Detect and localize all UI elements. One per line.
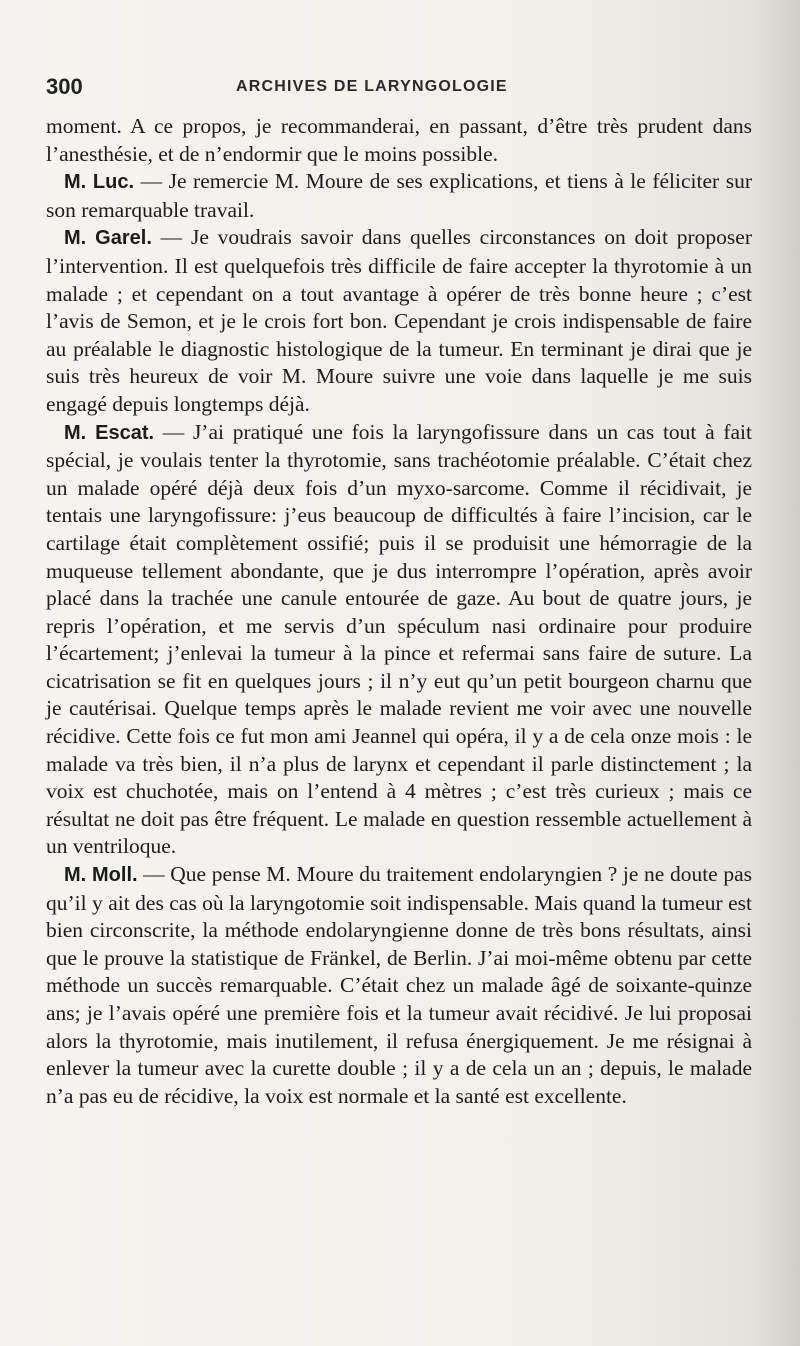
paragraph-text: — Que pense M. Moure du traitement endolaryngien ? je ne doute pas qu’il y ait des cas où la laryngotomie soit indispensable. Mais quand la tumeur est bien circonscrite, la méthode endolaryngienne donne de très bons résultats, ainsi que le prouve la statistique de Fränkel, de Berlin. J’ai moi-même obtenu par cette méthode un succès remarquable. C’était chez un malade âgé de soixante-quinze ans; je l’avais opéré une première fois et la tumeur avait récidivé. Je lui proposai alors la thyrotomie, mais inutilement, il refusa énergiquement. Je me résignai à enlever la tumeur avec la curette double ; il y a de cela un an ; depuis, le malade n’a pas eu de récidive, la voix est normale et la santé est excellente. (46, 862, 752, 1108)
speaker-name: M. Garel. (64, 227, 152, 250)
paragraph-text: — J’ai pratiqué une fois la laryngofissure dans un cas tout à fait spécial, je voulais tenter la thyrotomie, sans trachéotomie préalable. C’était chez un malade opéré déjà deux fois d’un myxo-sarcome. Comme il récidivait, je tentais une laryngofissure: j’eus beaucoup de difficultés à faire l’incision, car le cartilage était complètement ossifié; puis il se produisit une hémorragie de la muqueuse tellement abondante, que je dus interrompre l’opération, après avoir placé dans la trachée une canule entourée de gaze. Au bout de quatre jours, je repris l’opération, et me servis d’un spéculum nasi ordinaire pour produire l’écartement; j’enlevai la tumeur à la pince et refermai sans faire de suture. La cicatrisation se fit en quelques jours ; il n’y eut qu’un petit bourgeon charnu que je cautérisai. Quelque temps après le malade revient me voir avec une nouvelle récidive. Cette fois ce fut mon ami Jeannel qui opéra, il y a de cela onze mois : le malade va très bien, il n’a plus de larynx et cependant il parle distinctement ; la voix est chuchotée, mais on l’entend à 4 mètres ; c’est très curieux ; mais ce résultat ne doit pas être fréquent. Le malade en question ressemble actuellement à un ventriloque. (46, 419, 752, 859)
body-text (46, 113, 752, 1110)
speaker-name: M. Luc. (64, 171, 135, 194)
page-header (46, 74, 746, 104)
running-title: ARCHIVES DE LARYNGOLOGIE (236, 78, 508, 95)
paragraph (46, 168, 752, 224)
speaker-name: M. Moll. (64, 864, 138, 887)
speaker-name: M. Escat. (64, 421, 155, 444)
page-number: 300 (46, 74, 83, 99)
paragraph (46, 861, 752, 1110)
paragraph (46, 113, 752, 168)
paragraph-text: — Je remercie M. Moure de ses explications, et tiens à le féliciter sur son remarquable travail. (46, 169, 752, 222)
paragraph (46, 224, 752, 418)
paragraph-text: moment. A ce propos, je recommanderai, en passant, d’être très prudent dans l’anesthésie, et de n’endormir que le moins possible. (46, 114, 752, 166)
paragraph (46, 419, 752, 862)
paragraph-text: — Je voudrais savoir dans quelles circonstances on doit proposer l’intervention. Il est quelquefois très difficile de faire accepter la thyrotomie à un malade ; et cependant on a tout avantage à opérer de très bonne heure ; c’est l’avis de Semon, et je le crois fort bon. Cependant je crois indispensable de faire au préalable le diagnostic histologique de la tumeur. En terminant je dirai que je suis très heureux de voir M. Moure suivre une voie dans laquelle je me suis engagé depuis longtemps déjà. (46, 225, 752, 416)
